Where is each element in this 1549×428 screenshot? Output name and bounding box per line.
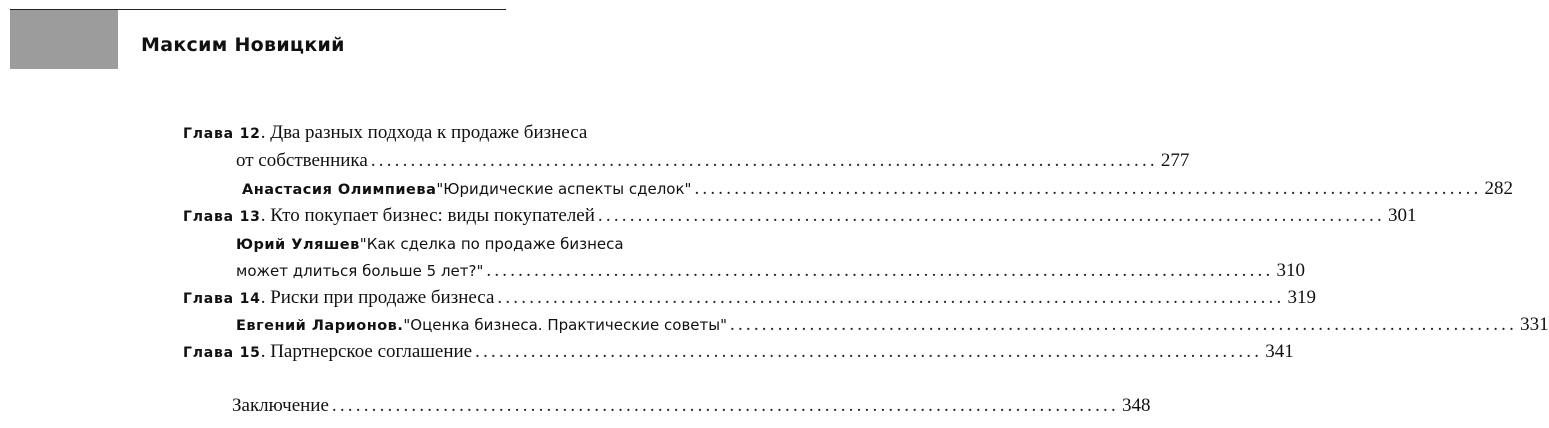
- page-number: 282: [1484, 178, 1514, 199]
- toc-subentry-ch14: [236, 312, 1549, 338]
- contributor-topic-cont: может длиться больше 5 лет?": [236, 262, 484, 280]
- leader-dots: ...................................................................................................: [497, 287, 1285, 308]
- chapter-label: Глава 15: [183, 345, 261, 361]
- chapter-label: Глава 12: [183, 126, 261, 142]
- chapter-label: Глава 14: [183, 291, 261, 307]
- toc-entry-conclusion: [232, 393, 1151, 419]
- page-number: 310: [1276, 260, 1305, 281]
- page-number: 319: [1287, 287, 1316, 308]
- toc-subentry-ch13: [236, 231, 624, 257]
- chapter-title: . Два разных подхода к продаже бизнеса: [260, 122, 588, 143]
- chapter-title-cont: от собственника: [236, 150, 368, 171]
- page-number: 301: [1387, 205, 1417, 226]
- chapter-title: . Кто покупает бизнес: виды покупателей: [260, 205, 595, 226]
- leader-dots: ...................................................................................................: [597, 205, 1385, 226]
- leader-dots: ...................................................................................................: [694, 178, 1482, 199]
- contributor-topic: "Оценка бизнеса. Практические советы": [403, 316, 727, 334]
- toc-entry-ch12-cont: [236, 148, 1190, 174]
- conclusion-title: Заключение: [232, 395, 329, 416]
- page-number: 348: [1121, 395, 1151, 416]
- running-header-author: Максим Новицкий: [141, 34, 345, 56]
- toc-subentry-ch13-cont: [236, 258, 1305, 284]
- toc-entry-ch13: [183, 203, 1417, 229]
- page-number: 341: [1265, 341, 1294, 362]
- chapter-title: . Партнерское соглашение: [260, 341, 473, 362]
- leader-dots: ...................................................................................................: [730, 314, 1518, 335]
- contributor-name: Юрий Уляшев: [236, 237, 360, 253]
- leader-dots: ...................................................................................................: [486, 260, 1274, 281]
- contributor-topic: "Юридические аспекты сделок": [436, 180, 692, 198]
- toc-entry-ch12: [183, 120, 587, 146]
- contributor-topic: "Как сделка по продаже бизнеса: [359, 235, 624, 253]
- leader-dots: ...................................................................................................: [370, 150, 1158, 171]
- contributor-name: Анастасия Олимпиева: [242, 182, 437, 198]
- leader-dots: ...................................................................................................: [331, 395, 1119, 416]
- leader-dots: ...................................................................................................: [475, 341, 1263, 362]
- contributor-name: Евгений Ларионов.: [236, 318, 404, 334]
- header-gray-block: [10, 10, 118, 69]
- page-number: 277: [1160, 150, 1190, 171]
- chapter-label: Глава 13: [183, 209, 261, 225]
- toc-subentry-ch12: [242, 176, 1514, 202]
- page-number: 331: [1520, 314, 1549, 335]
- chapter-title: . Риски при продаже бизнеса: [260, 287, 495, 308]
- toc-entry-ch14: [183, 285, 1316, 311]
- toc-entry-ch15: [183, 339, 1294, 365]
